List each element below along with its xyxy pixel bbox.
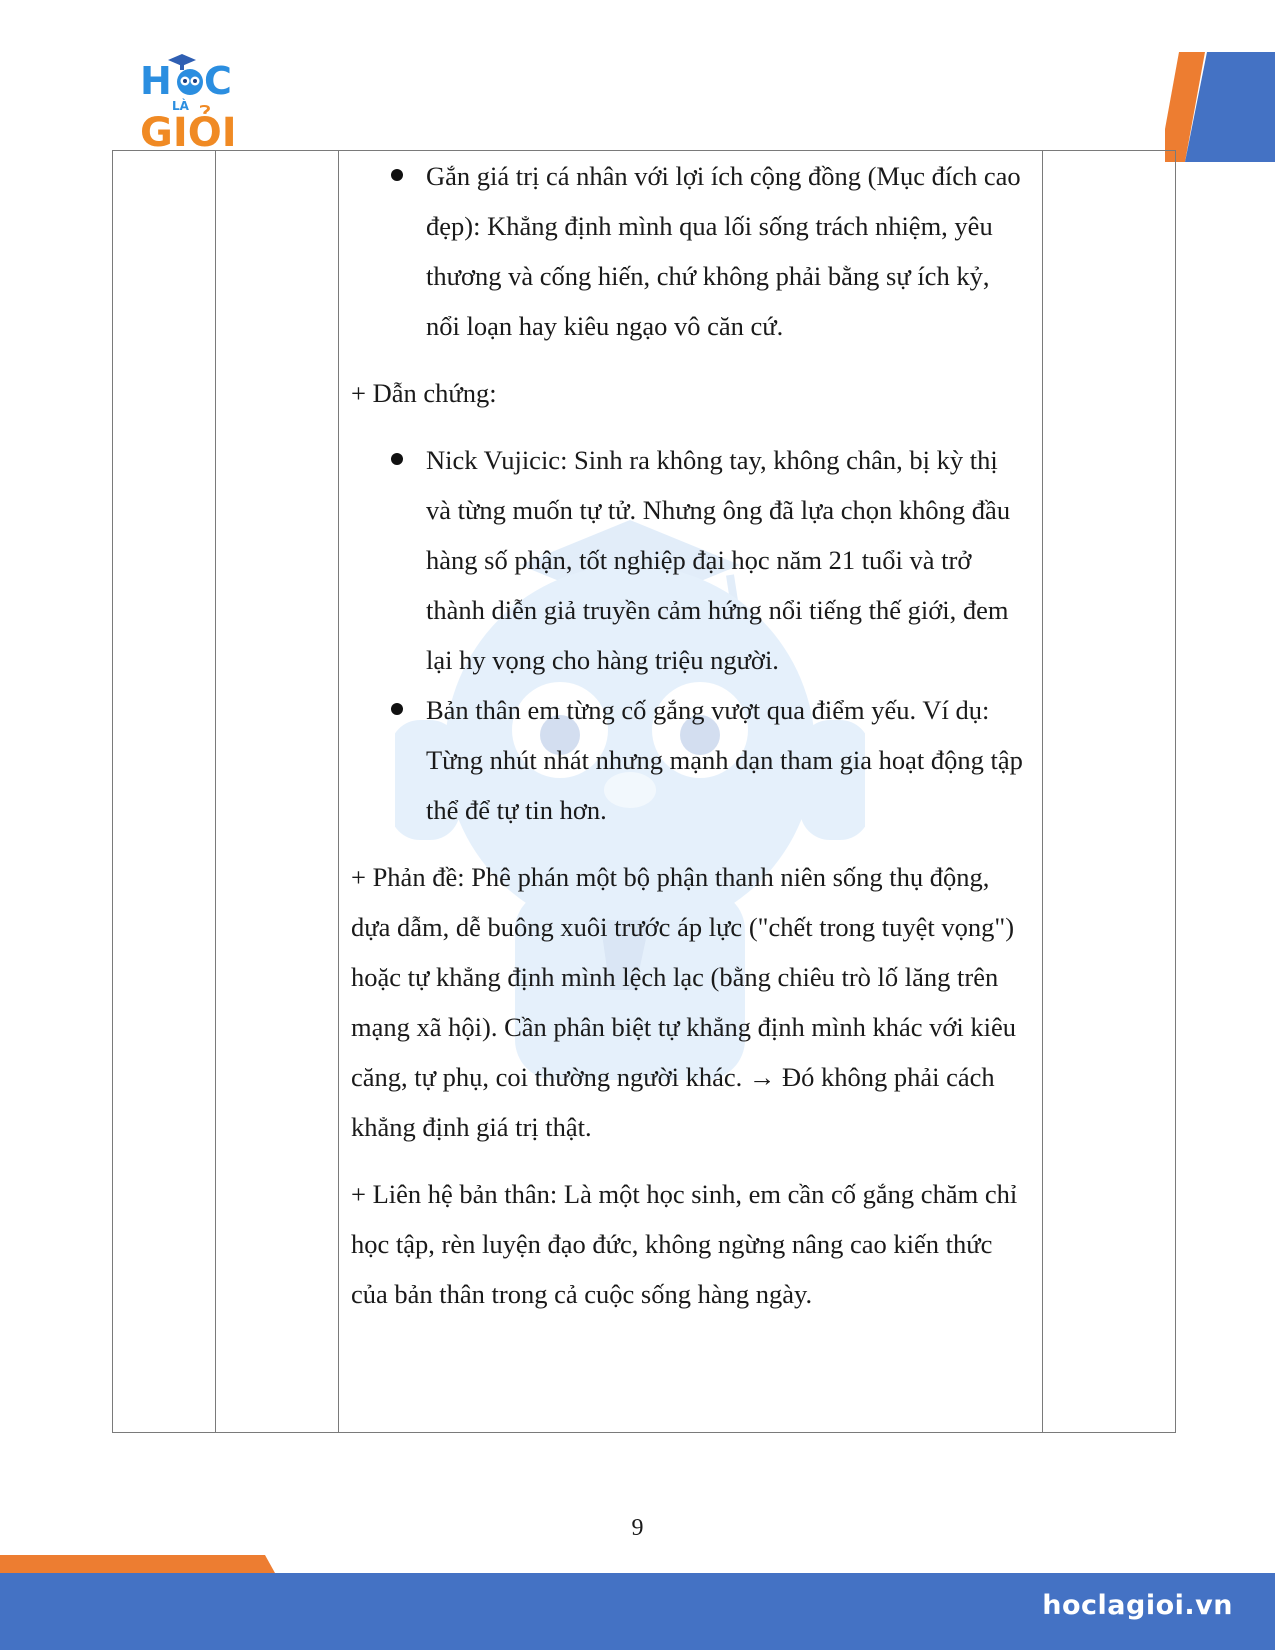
- content-table: [112, 150, 1176, 1433]
- list-item: Nick Vujicic: Sinh ra không tay, không chân, bị kỳ thị và từng muốn tự tử. Nhưng ông đã lựa chọn không đầu hàng số phận, tốt nghiệp đại học năm 21 tuổi và trở thành diễn giả truyền cảm hứng nổi tiếng thế giới, đem lại hy vọng cho hàng triệu người.: [351, 435, 1028, 685]
- svg-text:H: H: [140, 59, 172, 103]
- self-connection-paragraph: + Liên hệ bản thân: Là một học sinh, em cần cố gắng chăm chỉ học tập, rèn luyện đạo đức, không ngừng nâng cao kiến thức của bản thân trong cả cuộc sống hàng ngày.: [351, 1179, 1018, 1309]
- table-cell-empty-4: [1043, 151, 1176, 1433]
- evidence-bullet-list: [351, 435, 1028, 835]
- logo-mascot-icon: [168, 54, 196, 70]
- table-cell-content: [339, 151, 1043, 1433]
- page-number: 9: [631, 1515, 644, 1541]
- svg-text:LÀ: LÀ: [172, 99, 189, 113]
- list-item: Bản thân em từng cố gắng vượt qua điểm yếu. Ví dụ: Từng nhút nhát nhưng mạnh dạn tham gia hoạt động tập thể để tự tin hơn.: [351, 685, 1028, 835]
- list-item: Gắn giá trị cá nhân với lợi ích cộng đồng (Mục đích cao đẹp): Khẳng định mình qua lối sống trách nhiệm, yêu thương và cống hiến, chứ không phải bằng sự ích kỷ, nổi loạn hay kiêu ngạo vô căn cứ.: [351, 151, 1028, 351]
- table-cell-empty-1: [113, 151, 216, 1433]
- table-cell-empty-2: [216, 151, 339, 1433]
- svg-text:C: C: [204, 59, 232, 103]
- evidence-label: + Dẫn chứng:: [351, 378, 497, 408]
- bullet-list-top: [351, 151, 1028, 351]
- counter-argument-paragraph: + Phản đề: Phê phán một bộ phận thanh niên sống thụ động, dựa dẫm, dễ buông xuôi trước áp lực ("chết trong tuyệt vọng") hoặc tự khẳng định mình lệch lạc (bằng chiêu trò lố lăng trên mạng xã hội). Cần phân biệt tự khẳng định mình khác với kiêu căng, tự phụ, coi thường người khác. → Đó không phải cách khẳng định giá trị thật.: [351, 862, 1016, 1142]
- corner-decoration: [1165, 50, 1275, 168]
- hoc-la-gioi-logo: [138, 50, 248, 150]
- svg-text:GIỎI: GIỎI: [140, 110, 237, 150]
- footer-brand[interactable]: hoclagioi.vn: [1042, 1590, 1233, 1621]
- table-row: [113, 151, 1176, 1433]
